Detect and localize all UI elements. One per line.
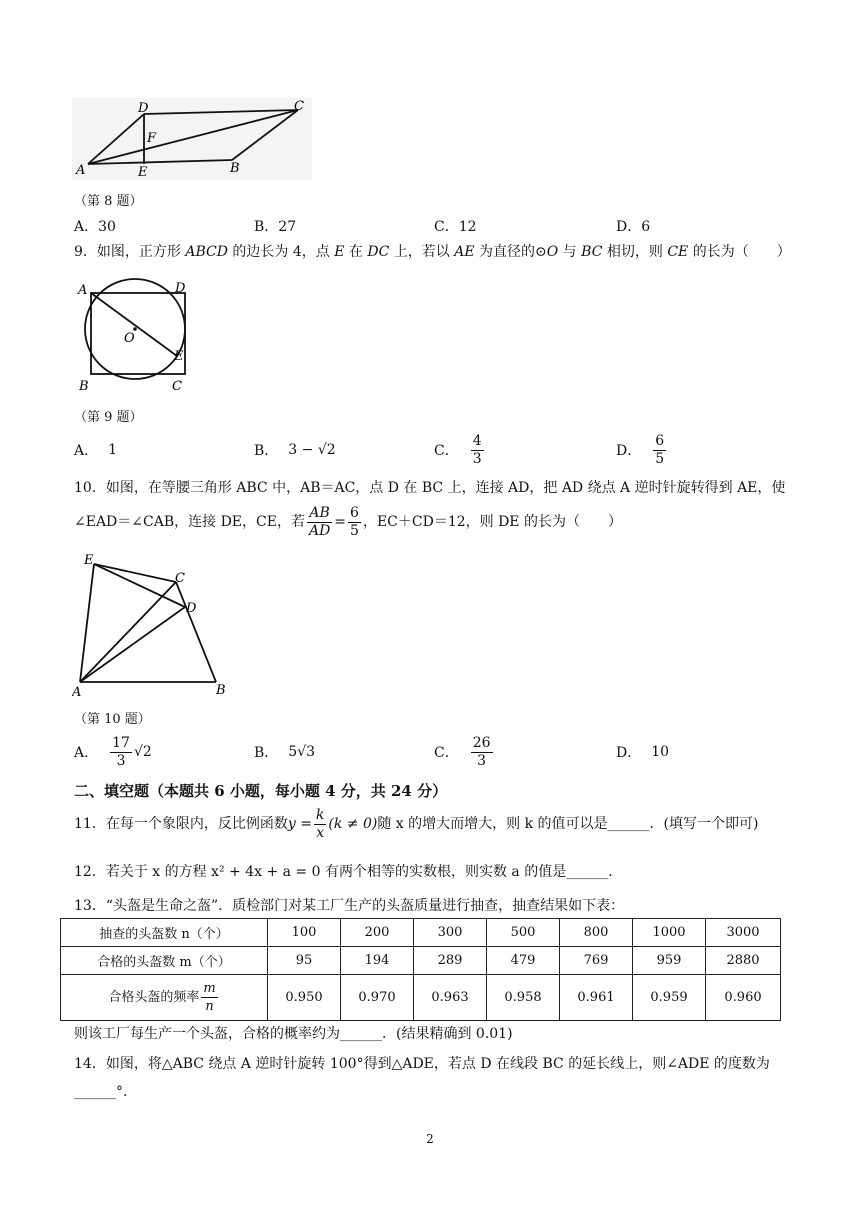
table-row (61, 919, 781, 947)
figure-10-drawing (72, 552, 242, 702)
fig10-label-B: B (216, 683, 226, 698)
row-header: 抽查的头盔数 n（个） (61, 919, 268, 947)
fig9-label-E: E (174, 349, 184, 364)
figure-10 (72, 552, 242, 702)
fig9-label-A: A (78, 283, 88, 298)
table-cell: 769 (560, 947, 633, 975)
figure-9 (74, 276, 194, 396)
table-cell: 95 (268, 947, 341, 975)
table-cell: 0.963 (414, 975, 487, 1021)
table-cell: 300 (414, 919, 487, 947)
q9-text: 9．如图，正方形 ABCD 的边长为 4，点 E 在 DC 上，若以 AE 为直径的⊙O 与 BC 相切，则 CE 的长为（ ） (74, 244, 791, 260)
fig8-label-F: F (147, 131, 157, 146)
q10-options (74, 732, 774, 772)
q9-options (74, 430, 774, 470)
table-cell: 0.959 (633, 975, 706, 1021)
table-cell: 0.958 (487, 975, 560, 1021)
table-cell: 289 (414, 947, 487, 975)
figure-8 (72, 98, 312, 180)
q14-line-2: ______°. (74, 1084, 128, 1100)
fig9-label-D: D (175, 281, 186, 296)
fig8-label-C: C (294, 99, 304, 114)
table-cell: 800 (560, 919, 633, 947)
table-cell: 0.950 (268, 975, 341, 1021)
section-2-heading: 二、填空题（本题共 6 小题，每小题 4 分，共 24 分） (74, 782, 448, 800)
table-cell: 1000 (633, 919, 706, 947)
q9-option-d[interactable]: D． $\frac{6}{5}$ (616, 432, 665, 467)
fig10-label-A: A (72, 685, 82, 700)
fig8-label-B: B (230, 161, 240, 176)
q9-option-b[interactable]: B． 3 − √2 (254, 442, 336, 459)
table-row (61, 975, 781, 1021)
q8-options (74, 206, 774, 246)
q9-option-a[interactable]: A． 1 (74, 442, 118, 459)
q10-option-c[interactable]: C． $\frac{26}{3}$ (434, 734, 491, 769)
figure-8-drawing (72, 98, 312, 180)
q10-option-a[interactable]: A． $\frac{17}{3}$ √2 (74, 734, 152, 769)
table-cell: 479 (487, 947, 560, 975)
q10-line-2: ∠EAD＝∠CAB，连接 DE，CE，若 $\frac{AB}{AD}$ = $\frac{6}{5}$ ，EC＋CD＝12，则 DE 的长为（ ） (74, 504, 622, 539)
table-cell: 200 (341, 919, 414, 947)
q13-intro: 13．“头盔是生命之盔”．质检部门对某工厂生产的头盔质量进行抽查，抽查结果如下表： (74, 898, 625, 914)
table-cell: 500 (487, 919, 560, 947)
q14-line-1: 14．如图，将△ABC 绕点 A 逆时针旋转 100°得到△ADE，若点 D 在线段 BC 的延长线上，则∠ADE 的度数为 (74, 1056, 770, 1072)
figure-10-caption: （第 10 题） (74, 712, 151, 727)
q10-line-1: 10．如图，在等腰三角形 ABC 中，AB＝AC，点 D 在 BC 上，连接 AD，把 AD 绕点 A 逆时针旋转得到 AE，使 (74, 480, 786, 496)
q10-option-b[interactable]: B． 5√3 (254, 744, 316, 761)
table-cell: 959 (633, 947, 706, 975)
figure-9-caption: （第 9 题） (74, 410, 143, 425)
fig10-label-E: E (84, 553, 94, 568)
fig10-label-D: D (186, 601, 197, 616)
table-row (61, 947, 781, 975)
q8-option-b[interactable]: B．27 (254, 219, 297, 235)
row-header: 合格头盔的频率 $\frac{m}{n}$ (61, 975, 268, 1021)
q13-after: 则该工厂每生产一个头盔，合格的概率约为______．(结果精确到 0.01) (74, 1026, 513, 1042)
table-cell: 100 (268, 919, 341, 947)
fig9-label-O: O (124, 331, 135, 346)
table-cell: 0.960 (706, 975, 781, 1021)
table-cell: 0.970 (341, 975, 414, 1021)
table-cell: 0.961 (560, 975, 633, 1021)
fig9-label-B: B (79, 379, 89, 394)
fig8-label-A: A (76, 163, 86, 178)
q13-table (60, 918, 781, 1021)
q8-option-c[interactable]: C．12 (434, 219, 477, 235)
fig8-label-E: E (138, 165, 148, 180)
figure-9-drawing (74, 276, 194, 396)
q9-option-c[interactable]: C． $\frac{4}{3}$ (434, 432, 482, 467)
q11-text: 11．在每一个象限内，反比例函数 y = $\frac{k}{x}$ (k ≠ 0) 随 x 的增大而增大，则 k 的值可以是______．(填写一个即可) (74, 806, 759, 841)
table-cell: 3000 (706, 919, 781, 947)
table-cell: 2880 (706, 947, 781, 975)
fig9-label-C: C (172, 379, 182, 394)
q10-option-d[interactable]: D． 10 (616, 744, 670, 761)
figure-8-caption: （第 8 题） (74, 194, 143, 209)
q8-option-d[interactable]: D．6 (616, 219, 651, 235)
q12-text: 12．若关于 x 的方程 x² + 4x + a = 0 有两个相等的实数根，则实数 a 的值是______． (74, 864, 623, 880)
row-header: 合格的头盔数 m（个） (61, 947, 268, 975)
page-number: 2 (426, 1132, 434, 1146)
q8-option-a[interactable]: A．30 (74, 219, 116, 235)
fig10-label-C: C (175, 571, 185, 586)
table-cell: 194 (341, 947, 414, 975)
fig8-label-D: D (138, 101, 149, 116)
